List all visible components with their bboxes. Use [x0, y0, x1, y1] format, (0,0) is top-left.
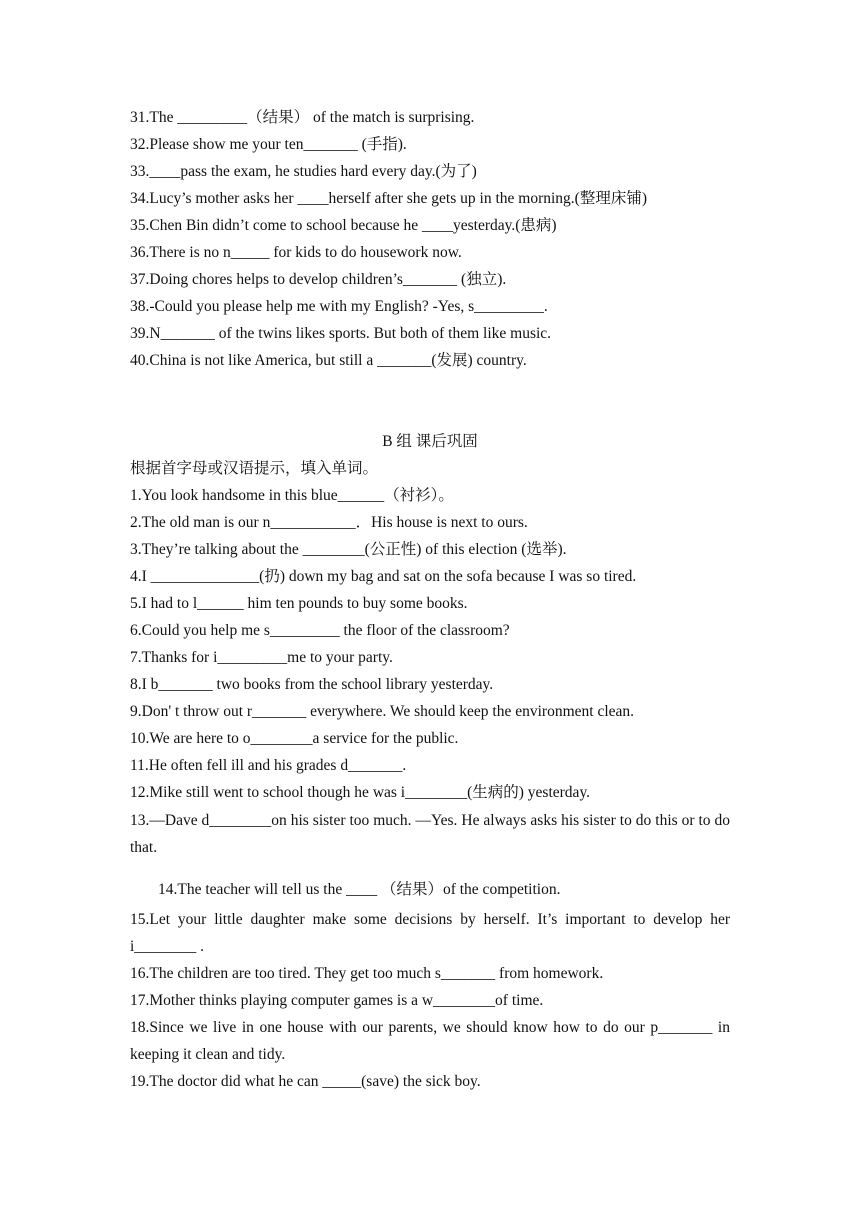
question-b10: 10.We are here to o________a service for the public. [130, 730, 459, 747]
question-b16: 16.The children are too tired. They get too much s_______ from homework. [130, 965, 604, 982]
question-b3: 3.They’re talking about the ________(公正性) of this election (选举). [130, 541, 567, 558]
question-b5: 5.I had to l______ him ten pounds to buy some books. [130, 595, 468, 612]
question-b11: 11.He often fell ill and his grades d_______. [130, 757, 407, 774]
question-b15: 15.Let your little daughter make some decisions by herself. It’s important to develop her i________ . [130, 911, 730, 955]
question-b4: 4.I ______________(扔) down my bag and sat on the sofa because I was so tired. [130, 568, 637, 585]
question-36: 36.There is no n_____ for kids to do housework now. [130, 244, 462, 261]
question-40: 40.China is not like America, but still a _______(发展) country. [130, 352, 527, 369]
question-b8: 8.I b_______ two books from the school library yesterday. [130, 676, 494, 693]
question-b1: 1.You look handsome in this blue______（衬衫）。 [130, 487, 454, 504]
question-b18: 18.Since we live in one house with our parents, we should know how to do our p_______ in keeping it clean and tidy. [130, 1019, 730, 1063]
section-instruction: 根据首字母或汉语提示，填入单词。 [130, 460, 379, 477]
question-b12: 12.Mike still went to school though he was i________(生病的) yesterday. [130, 784, 591, 801]
section-heading: B 组 课后巩固 [382, 433, 478, 450]
question-35: 35.Chen Bin didn’t come to school because he ____yesterday.(患病) [130, 217, 557, 234]
question-37: 37.Doing chores helps to develop children’s_______ (独立). [130, 271, 507, 288]
question-b19: 19.The doctor did what he can _____(save) the sick boy. [130, 1073, 481, 1090]
question-34: 34.Lucy’s mother asks her ____herself after she gets up in the morning.(整理床铺) [130, 190, 647, 207]
question-b7: 7.Thanks for i_________me to your party. [130, 649, 393, 666]
question-b2: 2.The old man is our n___________．His house is next to ours. [130, 514, 528, 531]
question-b9: 9.Don' t throw out r_______ everywhere. We should keep the environment clean. [130, 703, 635, 720]
question-31: 31.The _________（结果） of the match is surprising. [130, 109, 475, 126]
question-b14: 14.The teacher will tell us the ____ （结果）of the competition. [158, 881, 561, 898]
question-33: 33.____pass the exam, he studies hard every day.(为了) [130, 163, 477, 180]
question-b13: 13.—Dave d________on his sister too much. —Yes. He always asks his sister to do this or to do that. [130, 812, 730, 856]
question-b6: 6.Could you help me s_________ the floor of the classroom? [130, 622, 510, 639]
question-39: 39.N_______ of the twins likes sports. But both of them like music. [130, 325, 552, 342]
question-38: 38.-Could you please help me with my English? -Yes, s_________. [130, 298, 548, 315]
question-32: 32.Please show me your ten_______ (手指). [130, 136, 407, 153]
question-b17: 17.Mother thinks playing computer games is a w________of time. [130, 992, 544, 1009]
